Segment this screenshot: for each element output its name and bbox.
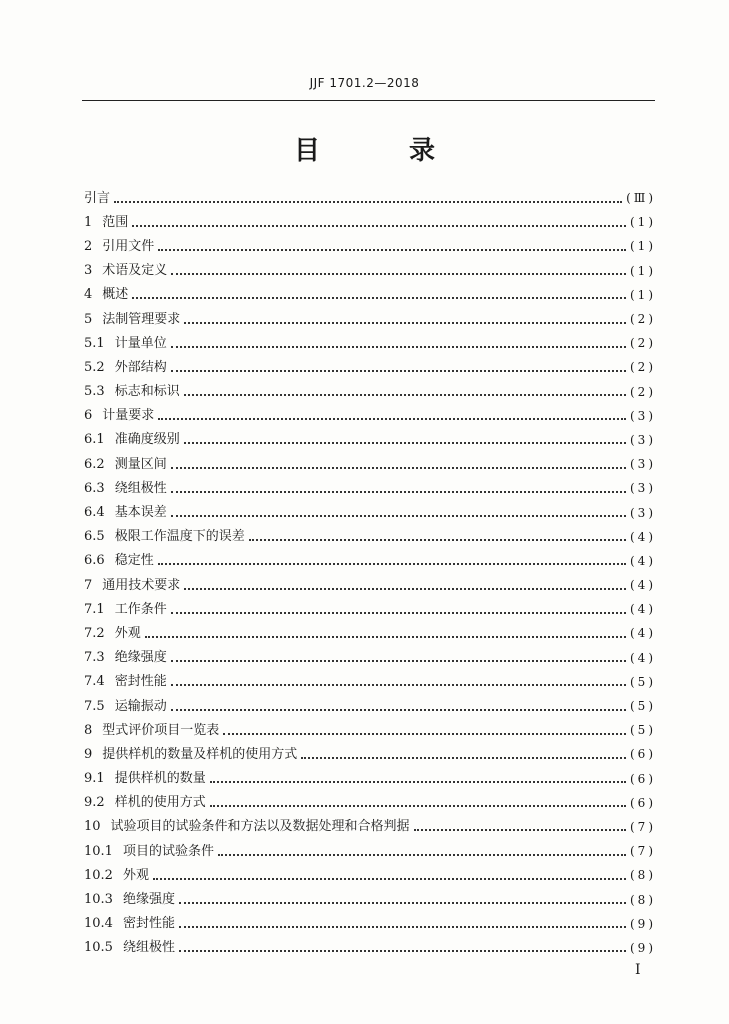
toc-entry-title: 稳定性 xyxy=(114,553,154,569)
toc-entry-page: (2) xyxy=(630,336,656,351)
toc-entry-page: (4) xyxy=(630,553,656,568)
toc-entry-number: 7.2 xyxy=(84,625,105,641)
toc-entry-title: 提供样机的数量 xyxy=(114,771,206,787)
toc-entry-title: 测量区间 xyxy=(114,456,167,472)
toc-entry[interactable] xyxy=(84,670,656,694)
page-title: 目 录 xyxy=(293,136,476,166)
toc-entry-page: (Ⅲ) xyxy=(626,191,656,206)
toc-entry-number: 7.5 xyxy=(84,698,105,714)
toc-entry-number: 5.2 xyxy=(84,359,105,375)
toc-entry[interactable] xyxy=(84,742,656,766)
toc-entry-title: 极限工作温度下的误差 xyxy=(114,529,245,545)
toc-leader-dots xyxy=(171,708,626,711)
toc-entry-number: 9 xyxy=(84,746,93,762)
toc-entry-number: 9.1 xyxy=(84,771,105,787)
toc-entry-page: (1) xyxy=(630,215,656,230)
document-code-header: JJF 1701.2—2018 xyxy=(309,76,420,90)
toc-leader-dots xyxy=(158,417,626,420)
toc-entry-page: (9) xyxy=(630,916,656,931)
toc-entry-number: 10.3 xyxy=(84,892,113,908)
toc-entry-number: 9.2 xyxy=(84,795,105,811)
toc-entry-page: (2) xyxy=(630,384,656,399)
toc-entry-title: 绕组极性 xyxy=(122,940,175,956)
toc-entry-page: (1) xyxy=(630,287,656,302)
toc-entry-number: 1 xyxy=(84,214,93,230)
toc-entry-number: 5.3 xyxy=(84,384,105,400)
toc-entry-number: 7 xyxy=(84,577,93,593)
toc-entry-title: 外部结构 xyxy=(114,359,167,375)
toc-entry-title: 绝缘强度 xyxy=(114,650,167,666)
toc-leader-dots xyxy=(179,949,626,952)
toc-entry[interactable] xyxy=(84,863,656,887)
toc-leader-dots xyxy=(171,659,626,662)
toc-entry-page: (8) xyxy=(630,868,656,883)
toc-entry-number: 3 xyxy=(84,263,93,279)
toc-entry-page: (7) xyxy=(630,844,656,859)
toc-entry-title: 绕组极性 xyxy=(114,480,167,496)
toc-entry[interactable] xyxy=(84,791,656,815)
toc-entry[interactable] xyxy=(84,307,656,331)
toc-entry-page: (9) xyxy=(630,940,656,955)
toc-entry[interactable] xyxy=(84,500,656,524)
toc-entry[interactable] xyxy=(84,186,656,210)
toc-entry[interactable] xyxy=(84,404,656,428)
toc-leader-dots xyxy=(171,466,626,469)
toc-entry[interactable] xyxy=(84,259,656,283)
toc-entry[interactable] xyxy=(84,525,656,549)
toc-entry[interactable] xyxy=(84,815,656,839)
toc-entry[interactable] xyxy=(84,694,656,718)
toc-entry[interactable] xyxy=(84,283,656,307)
toc-entry-page: (3) xyxy=(630,505,656,520)
toc-leader-dots xyxy=(184,587,626,590)
header-rule xyxy=(82,100,655,101)
toc-entry-number: 10.1 xyxy=(84,843,113,859)
page-number: I xyxy=(635,962,641,978)
toc-entry-title: 型式评价项目一览表 xyxy=(102,722,220,738)
toc-entry-number: 2 xyxy=(84,238,93,254)
toc-leader-dots xyxy=(171,611,626,614)
toc-entry-page: (4) xyxy=(630,626,656,641)
toc-entry[interactable] xyxy=(84,380,656,404)
toc-entry[interactable] xyxy=(84,234,656,258)
toc-leader-dots xyxy=(171,683,626,686)
toc-entry-number: 10.5 xyxy=(84,940,113,956)
toc-entry-number: 7.1 xyxy=(84,601,105,617)
toc-entry[interactable] xyxy=(84,428,656,452)
toc-entry[interactable] xyxy=(84,912,656,936)
toc-entry-page: (4) xyxy=(630,602,656,617)
toc-entry-title: 绝缘强度 xyxy=(122,892,175,908)
toc-entry-page: (1) xyxy=(630,239,656,254)
toc-entry[interactable] xyxy=(84,452,656,476)
toc-leader-dots xyxy=(145,635,626,638)
toc-entry[interactable] xyxy=(84,646,656,670)
toc-entry-title: 准确度级别 xyxy=(114,432,180,448)
toc-entry[interactable] xyxy=(84,549,656,573)
toc-entry-number: 6 xyxy=(84,408,93,424)
toc-entry-title: 项目的试验条件 xyxy=(122,843,214,859)
toc-leader-dots xyxy=(414,828,626,831)
toc-leader-dots xyxy=(132,296,626,299)
toc-entry-page: (3) xyxy=(630,481,656,496)
toc-entry[interactable] xyxy=(84,355,656,379)
toc-entry-title: 通用技术要求 xyxy=(102,577,181,593)
toc-leader-dots xyxy=(179,925,626,928)
toc-entry-number: 6.4 xyxy=(84,505,105,521)
toc-entry[interactable] xyxy=(84,210,656,234)
toc-entry-number: 4 xyxy=(84,287,93,303)
toc-entry-title: 概述 xyxy=(102,287,129,303)
toc-entry-title: 范围 xyxy=(102,214,129,230)
toc-entry-page: (3) xyxy=(630,408,656,423)
toc-entry-page: (2) xyxy=(630,360,656,375)
toc-leader-dots xyxy=(153,877,626,880)
toc-entry-page: (6) xyxy=(630,795,656,810)
toc-leader-dots xyxy=(171,369,626,372)
toc-leader-dots xyxy=(218,853,626,856)
toc-entry[interactable] xyxy=(84,767,656,791)
toc-entry-title: 试验项目的试验条件和方法以及数据处理和合格判据 xyxy=(110,819,410,835)
toc-leader-dots xyxy=(114,200,622,203)
toc-leader-dots xyxy=(171,490,626,493)
toc-entry-page: (6) xyxy=(630,771,656,786)
toc-leader-dots xyxy=(184,441,626,444)
toc-entry-title: 基本误差 xyxy=(114,505,167,521)
toc-entry-number: 6.1 xyxy=(84,432,105,448)
toc-leader-dots xyxy=(132,224,626,227)
toc-leader-dots xyxy=(210,780,626,783)
toc-entry-number: 5.1 xyxy=(84,335,105,351)
toc-entry-page: (3) xyxy=(630,432,656,447)
toc-leader-dots xyxy=(171,345,626,348)
toc-entry-title: 密封性能 xyxy=(122,916,175,932)
toc-entry-page: (2) xyxy=(630,312,656,327)
toc-entry-number: 6.6 xyxy=(84,553,105,569)
toc-entry-number: 7.3 xyxy=(84,650,105,666)
toc-entry[interactable] xyxy=(84,331,656,355)
toc-entry-title: 标志和标识 xyxy=(114,384,180,400)
toc-entry-number: 10 xyxy=(84,819,101,835)
toc-entry-page: (5) xyxy=(630,699,656,714)
table-of-contents xyxy=(84,186,656,960)
toc-entry-title: 术语及定义 xyxy=(102,263,168,279)
toc-entry[interactable] xyxy=(84,621,656,645)
toc-entry-page: (6) xyxy=(630,747,656,762)
toc-entry-page: (5) xyxy=(630,723,656,738)
toc-entry-title: 法制管理要求 xyxy=(102,311,181,327)
toc-entry-title: 计量单位 xyxy=(114,335,167,351)
toc-entry-page: (1) xyxy=(630,263,656,278)
toc-entry[interactable] xyxy=(84,597,656,621)
toc-entry-page: (5) xyxy=(630,674,656,689)
toc-entry[interactable] xyxy=(84,887,656,911)
toc-entry-title: 提供样机的数量及样机的使用方式 xyxy=(102,746,298,762)
toc-entry-title: 计量要求 xyxy=(102,408,155,424)
toc-entry-number: 10.2 xyxy=(84,867,113,883)
toc-entry-number: 5 xyxy=(84,311,93,327)
toc-leader-dots xyxy=(158,562,626,565)
toc-leader-dots xyxy=(171,272,626,275)
toc-entry[interactable] xyxy=(84,573,656,597)
toc-entry-number: 6.5 xyxy=(84,529,105,545)
toc-entry-number: 6.2 xyxy=(84,456,105,472)
toc-entry-title: 密封性能 xyxy=(114,674,167,690)
toc-entry-number: 7.4 xyxy=(84,674,105,690)
toc-entry-title: 工作条件 xyxy=(114,601,167,617)
toc-entry-number: 10.4 xyxy=(84,916,113,932)
toc-entry[interactable] xyxy=(84,936,656,960)
toc-entry-title: 样机的使用方式 xyxy=(114,795,206,811)
toc-entry-page: (4) xyxy=(630,650,656,665)
toc-leader-dots xyxy=(249,538,626,541)
toc-entry-page: (4) xyxy=(630,529,656,544)
toc-entry-title: 引言 xyxy=(84,190,111,206)
toc-entry[interactable] xyxy=(84,839,656,863)
toc-entry-title: 外观 xyxy=(122,867,149,883)
toc-leader-dots xyxy=(301,756,626,759)
toc-entry-title: 引用文件 xyxy=(102,238,155,254)
toc-leader-dots xyxy=(158,248,626,251)
toc-entry-number: 8 xyxy=(84,722,93,738)
toc-entry-page: (3) xyxy=(630,457,656,472)
toc-entry-page: (7) xyxy=(630,819,656,834)
toc-leader-dots xyxy=(184,321,626,324)
toc-leader-dots xyxy=(184,393,626,396)
toc-entry-page: (4) xyxy=(630,578,656,593)
toc-entry[interactable] xyxy=(84,718,656,742)
toc-leader-dots xyxy=(179,901,626,904)
toc-leader-dots xyxy=(210,804,626,807)
toc-entry[interactable] xyxy=(84,476,656,500)
toc-entry-number: 6.3 xyxy=(84,480,105,496)
toc-entry-title: 外观 xyxy=(114,625,141,641)
toc-entry-title: 运输振动 xyxy=(114,698,167,714)
toc-leader-dots xyxy=(171,514,626,517)
toc-entry-page: (8) xyxy=(630,892,656,907)
toc-leader-dots xyxy=(223,732,626,735)
